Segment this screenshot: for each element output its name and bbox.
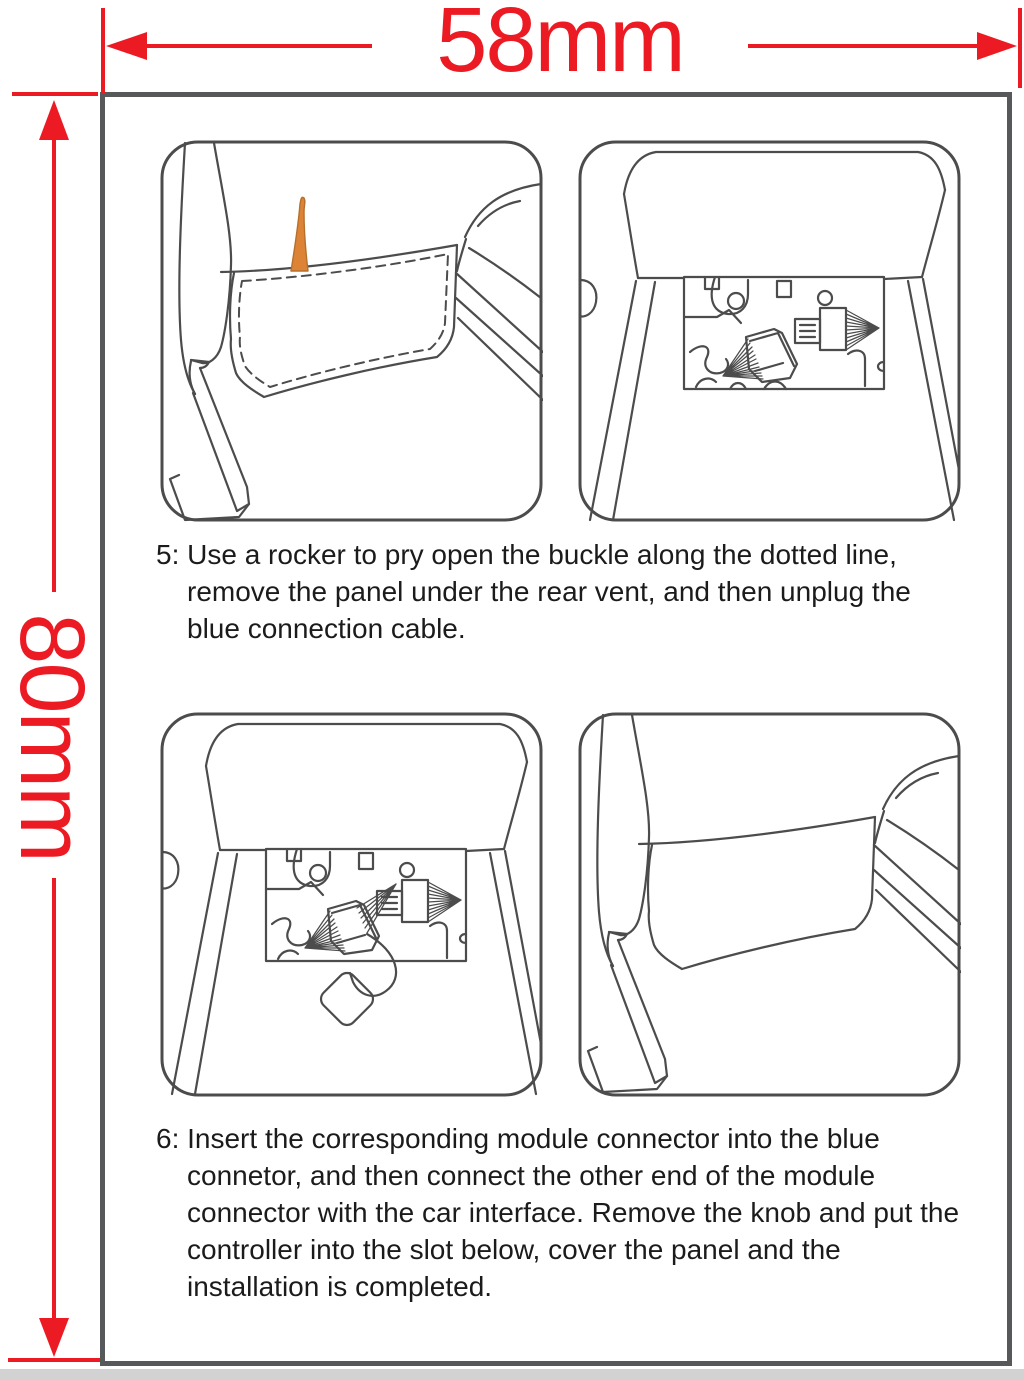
step-6-line-2: connetor, and then connect the other end of the module	[187, 1160, 876, 1191]
step-5-line-2: remove the panel under the rear vent, and then unplug the	[187, 576, 911, 607]
illustration-step6-module-install	[160, 712, 543, 1097]
seat-underside	[162, 724, 541, 1094]
illustration-step5-connector	[578, 140, 961, 522]
width-dimension-label: 58mm	[436, 0, 684, 91]
step-6-instructions	[156, 1120, 959, 1305]
step-5-line-1: 5: Use a rocker to pry open the buckle along the dotted line,	[156, 539, 897, 570]
wire-bundle-left	[305, 911, 345, 951]
connector-compartment	[266, 849, 466, 961]
seat-back	[588, 715, 667, 1092]
height-dimension-label: 80mm	[1, 613, 103, 861]
front-seat-and-rails	[456, 184, 543, 400]
vent-panel-dotted	[221, 245, 457, 397]
wire-bundle-right	[428, 882, 461, 922]
step-6-line-3: connector with the car interface. Remove the knob and put the	[187, 1197, 960, 1228]
step-6-line-4: controller into the slot below, cover the panel and the	[187, 1234, 841, 1265]
vent-panel-covered	[639, 817, 875, 969]
pry-tool	[291, 197, 308, 271]
page-bottom-strip	[0, 1369, 1024, 1380]
wire-bundle-left	[723, 339, 763, 379]
illustration-step5-pry-panel	[160, 140, 543, 522]
illustration-step6-panel-covered	[578, 712, 961, 1097]
step-5-line-3: blue connection cable.	[187, 613, 466, 644]
front-seat-and-rails	[874, 756, 961, 972]
step-5-instructions	[156, 536, 911, 647]
step-6-line-1: 6: Insert the corresponding module connector into the blue	[156, 1123, 880, 1154]
connector-compartment	[684, 277, 884, 389]
wire-bundle-right	[846, 310, 879, 350]
step-6-line-5: installation is completed.	[187, 1271, 493, 1302]
seat-back	[170, 143, 249, 520]
